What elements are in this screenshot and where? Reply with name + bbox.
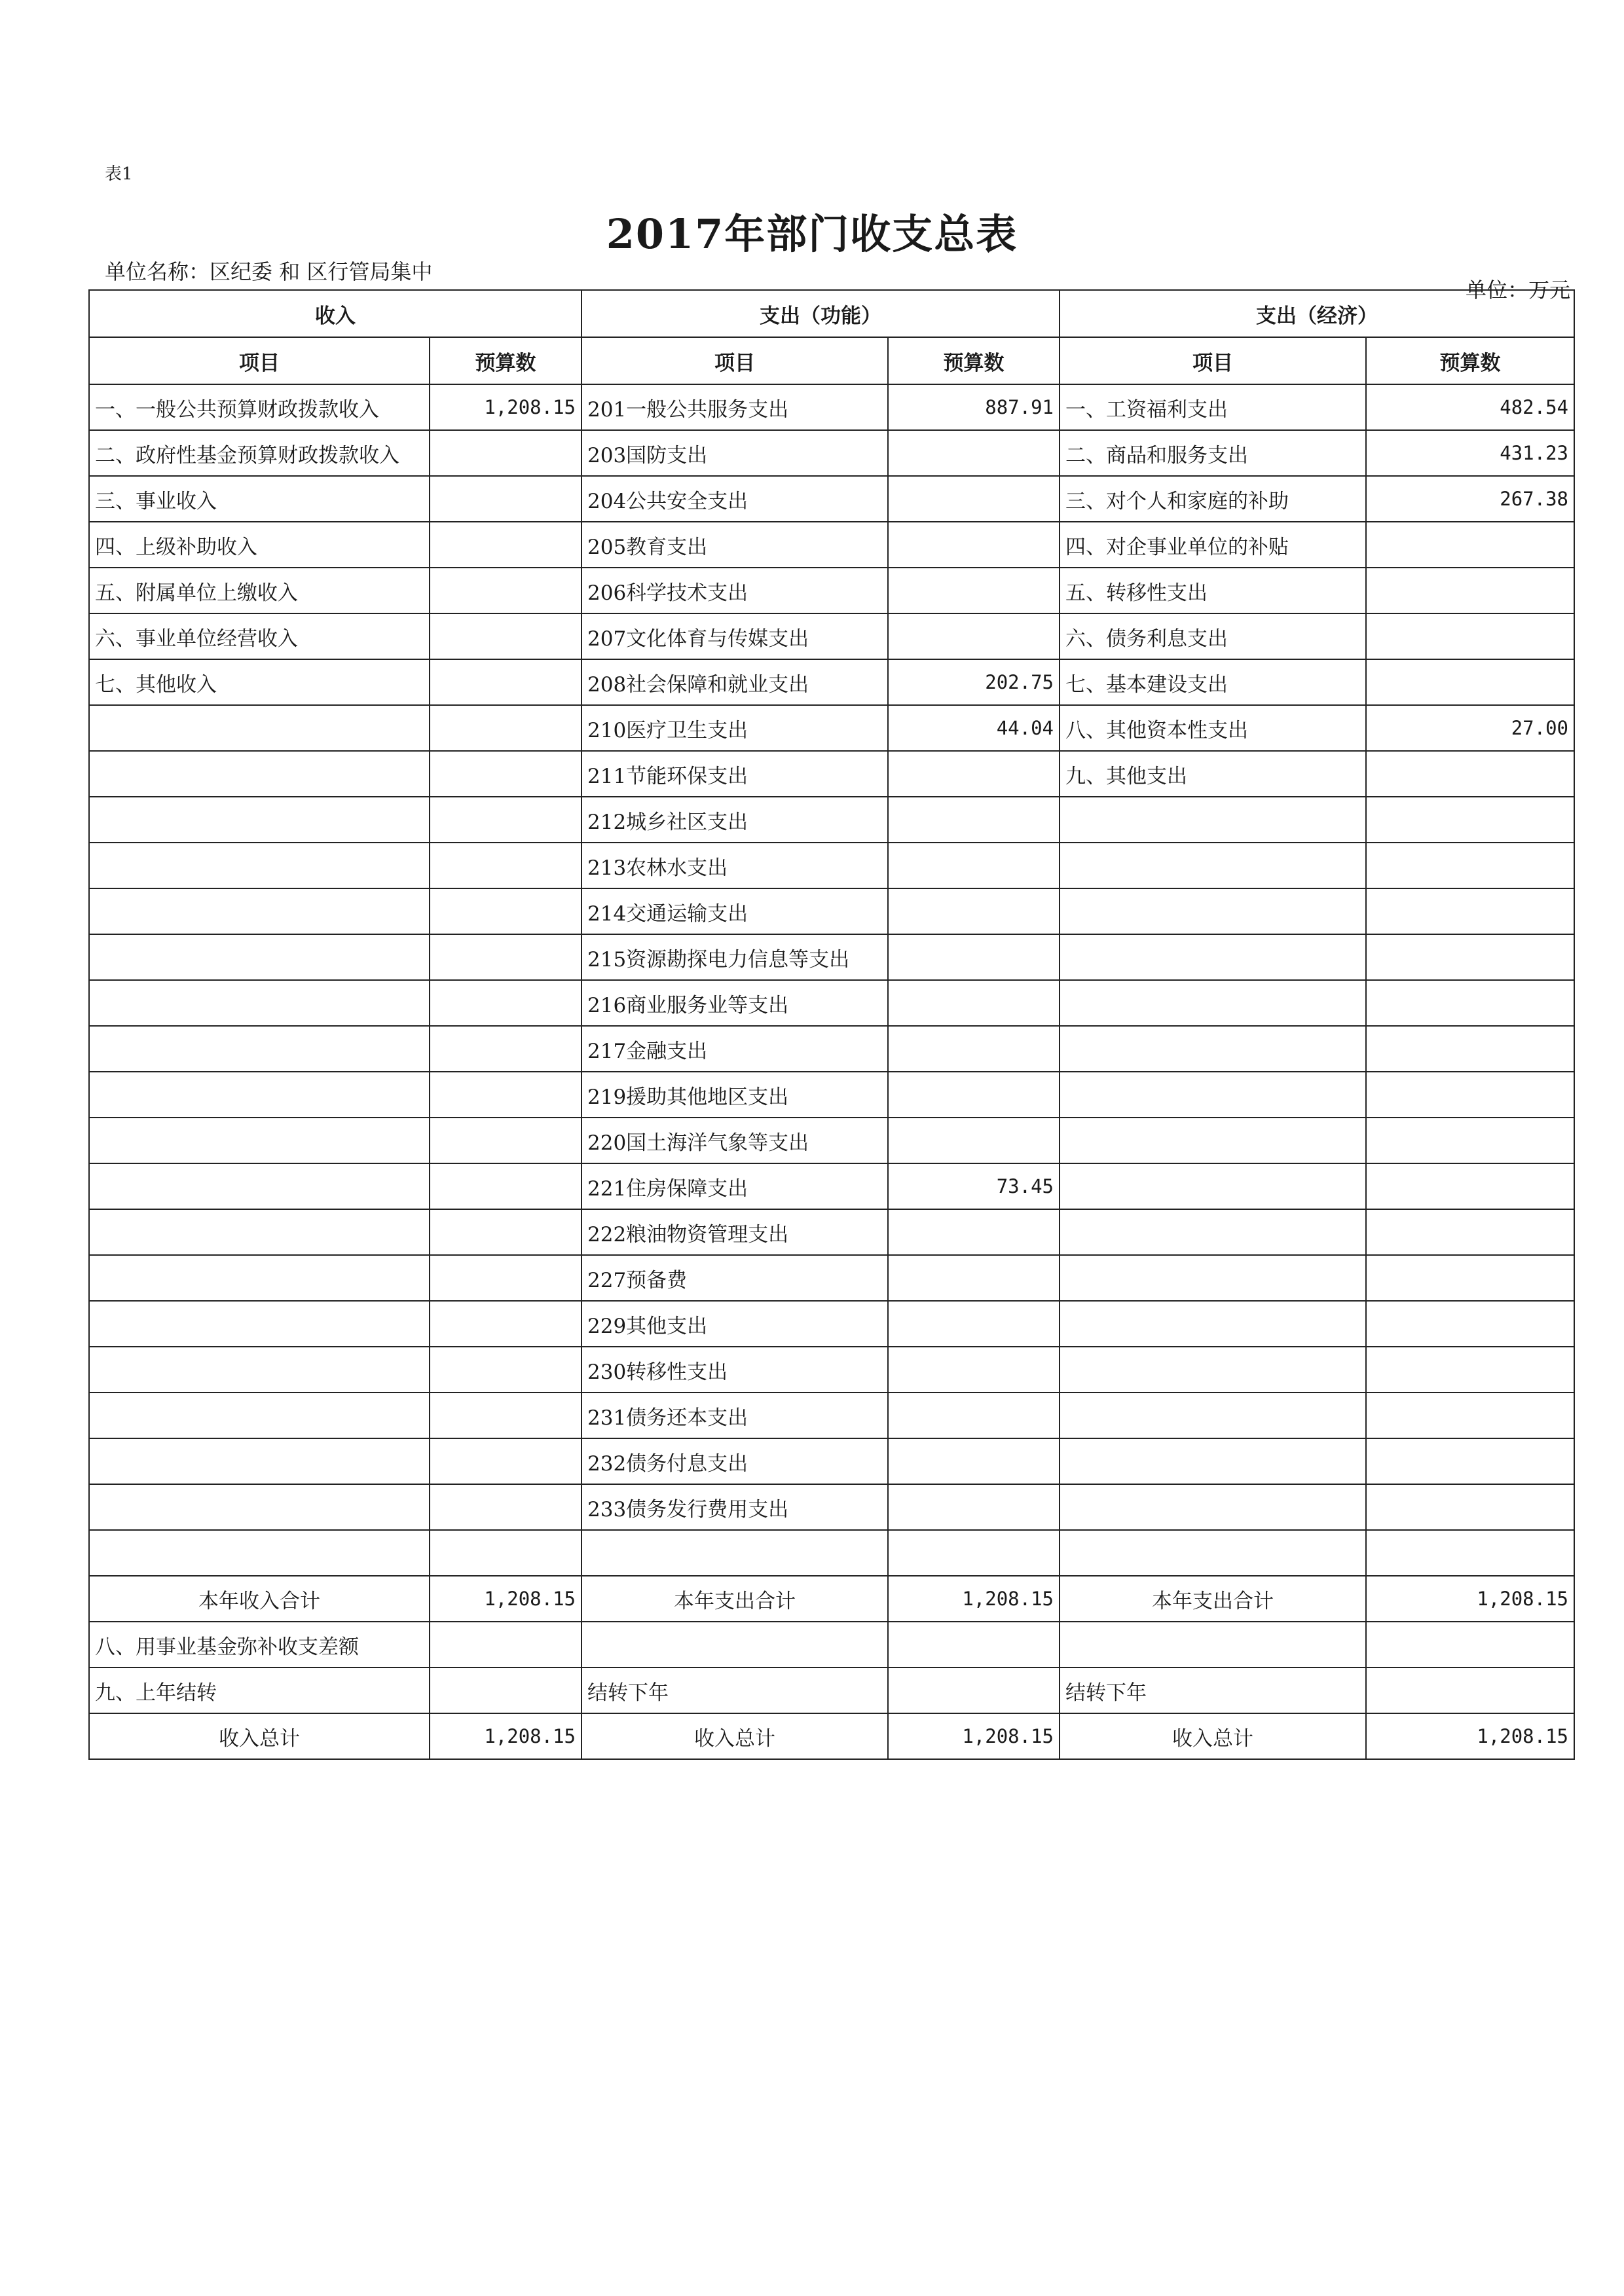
econ-budget [1366,1667,1574,1713]
func-item: 221住房保障支出 [581,1163,888,1209]
econ-item [1060,1163,1366,1209]
econ-budget [1366,1438,1574,1484]
econ-item: 二、商品和服务支出 [1060,430,1366,476]
econ-budget [1366,568,1574,613]
func-item: 206科学技术支出 [581,568,888,613]
func-budget [888,1530,1060,1576]
func-item: 211节能环保支出 [581,751,888,797]
income-budget [430,797,581,843]
income-budget [430,1072,581,1118]
page-title: 2017年部门收支总表 [606,210,1018,258]
econ-budget: 1,208.15 [1366,1713,1574,1759]
econ-budget [1366,1072,1574,1118]
func-budget [888,1393,1060,1438]
income-budget [430,980,581,1026]
income-budget [430,1667,581,1713]
econ-budget [1366,1622,1574,1667]
income-budget [430,1393,581,1438]
econ-item: 七、基本建设支出 [1060,659,1366,705]
income-item: 九、上年结转 [89,1667,430,1713]
income-budget [430,659,581,705]
income-budget: 1,208.15 [430,384,581,430]
func-budget: 73.45 [888,1163,1060,1209]
income-item [89,934,430,980]
econ-budget [1366,843,1574,888]
func-item: 210医疗卫生支出 [581,705,888,751]
func-budget [888,980,1060,1026]
income-item: 收入总计 [89,1713,430,1759]
income-budget [430,613,581,659]
income-item: 八、用事业基金弥补收支差额 [89,1622,430,1667]
table-row [89,1163,1574,1209]
income-budget [430,934,581,980]
income-budget [430,1026,581,1072]
table-row [89,888,1574,934]
func-budget [888,430,1060,476]
income-item [89,1118,430,1163]
func-budget [888,888,1060,934]
econ-budget [1366,1530,1574,1576]
income-item [89,888,430,934]
econ-budget [1366,613,1574,659]
econ-budget: 482.54 [1366,384,1574,430]
func-item: 208社会保障和就业支出 [581,659,888,705]
econ-budget [1366,522,1574,568]
func-budget: 202.75 [888,659,1060,705]
func-budget [888,843,1060,888]
table-row [89,1255,1574,1301]
econ-budget [1366,1347,1574,1393]
econ-item: 九、其他支出 [1060,751,1366,797]
func-item: 230转移性支出 [581,1347,888,1393]
func-item: 本年支出合计 [581,1576,888,1622]
econ-item: 本年支出合计 [1060,1576,1366,1622]
func-budget-header: 预算数 [888,337,1060,384]
func-item: 229其他支出 [581,1301,888,1347]
econ-item [1060,888,1366,934]
econ-item [1060,1393,1366,1438]
income-item: 一、一般公共预算财政拨款收入 [89,384,430,430]
income-item [89,1026,430,1072]
table-row [89,1347,1574,1393]
income-budget [430,751,581,797]
currency-unit: 单位：万元 [1465,278,1570,302]
table-row [89,568,1574,613]
table-row [89,797,1574,843]
econ-budget [1366,751,1574,797]
income-item: 六、事业单位经营收入 [89,613,430,659]
income-budget-header: 预算数 [430,337,581,384]
income-budget [430,522,581,568]
table-row [89,1209,1574,1255]
income-item: 四、上级补助收入 [89,522,430,568]
income-item [89,797,430,843]
func-item: 212城乡社区支出 [581,797,888,843]
func-item: 207文化体育与传媒支出 [581,613,888,659]
func-item: 204公共安全支出 [581,476,888,522]
econ-item [1060,1530,1366,1576]
func-budget [888,1622,1060,1667]
econ-budget [1366,1301,1574,1347]
econ-item [1060,1484,1366,1530]
func-item: 203国防支出 [581,430,888,476]
income-budget [430,1484,581,1530]
econ-expense-header: 支出（经济） [1060,290,1574,337]
econ-item [1060,1026,1366,1072]
func-budget [888,613,1060,659]
table-row [89,384,1574,430]
func-expense-header: 支出（功能） [581,290,1060,337]
func-item: 收入总计 [581,1713,888,1759]
func-budget [888,1026,1060,1072]
econ-budget [1366,1393,1574,1438]
func-item: 214交通运输支出 [581,888,888,934]
econ-budget [1366,1118,1574,1163]
econ-item [1060,1438,1366,1484]
table-row [89,1026,1574,1072]
econ-item [1060,797,1366,843]
income-item [89,751,430,797]
econ-budget [1366,1026,1574,1072]
econ-item [1060,1255,1366,1301]
econ-budget: 1,208.15 [1366,1576,1574,1622]
table-totals [89,1576,1574,1759]
income-budget [430,1118,581,1163]
income-item [89,1255,430,1301]
income-budget [430,888,581,934]
func-item: 233债务发行费用支出 [581,1484,888,1530]
income-item: 本年收入合计 [89,1576,430,1622]
income-item: 五、附属单位上缴收入 [89,568,430,613]
func-item: 216商业服务业等支出 [581,980,888,1026]
func-budget: 887.91 [888,384,1060,430]
func-item: 222粮油物资管理支出 [581,1209,888,1255]
table-tag: 表1 [105,164,133,184]
income-item [89,1484,430,1530]
income-budget [430,1163,581,1209]
income-budget [430,430,581,476]
income-budget [430,1255,581,1301]
econ-item-header: 项目 [1060,337,1366,384]
econ-item [1060,1209,1366,1255]
econ-budget-header: 预算数 [1366,337,1574,384]
table-row [89,934,1574,980]
econ-budget: 267.38 [1366,476,1574,522]
table-row [89,476,1574,522]
income-budget: 1,208.15 [430,1576,581,1622]
func-item [581,1622,888,1667]
func-budget [888,934,1060,980]
econ-item [1060,1072,1366,1118]
income-header: 收入 [89,290,581,337]
func-item: 220国土海洋气象等支出 [581,1118,888,1163]
econ-budget [1366,888,1574,934]
func-budget [888,1301,1060,1347]
table-row [89,522,1574,568]
func-budget: 44.04 [888,705,1060,751]
table-row [89,1393,1574,1438]
econ-budget [1366,1255,1574,1301]
income-item: 三、事业收入 [89,476,430,522]
econ-budget [1366,1209,1574,1255]
func-budget [888,1484,1060,1530]
econ-item: 五、转移性支出 [1060,568,1366,613]
income-item [89,1438,430,1484]
func-budget [888,751,1060,797]
func-budget [888,1667,1060,1713]
table-row [89,980,1574,1026]
econ-item: 一、工资福利支出 [1060,384,1366,430]
income-item [89,1347,430,1393]
func-budget [888,1438,1060,1484]
func-item: 215资源勘探电力信息等支出 [581,934,888,980]
econ-item [1060,843,1366,888]
econ-item [1060,934,1366,980]
func-budget [888,797,1060,843]
func-budget: 1,208.15 [888,1713,1060,1759]
income-budget [430,1530,581,1576]
func-item: 227预备费 [581,1255,888,1301]
income-item [89,1072,430,1118]
table-row [89,659,1574,705]
income-item [89,1393,430,1438]
econ-item [1060,1118,1366,1163]
econ-budget [1366,797,1574,843]
income-item [89,980,430,1026]
total-row [89,1622,1574,1667]
func-item: 231债务还本支出 [581,1393,888,1438]
table-row [89,1301,1574,1347]
table-row [89,751,1574,797]
func-budget [888,1255,1060,1301]
income-item [89,1209,430,1255]
econ-item: 八、其他资本性支出 [1060,705,1366,751]
func-budget [888,1209,1060,1255]
econ-item [1060,1347,1366,1393]
func-budget [888,1347,1060,1393]
table-row [89,1484,1574,1530]
func-budget [888,1072,1060,1118]
table-row [89,1118,1574,1163]
table-row [89,1438,1574,1484]
econ-item [1060,1301,1366,1347]
income-budget [430,1209,581,1255]
income-item: 七、其他收入 [89,659,430,705]
func-budget: 1,208.15 [888,1576,1060,1622]
econ-item [1060,980,1366,1026]
income-item: 二、政府性基金预算财政拨款收入 [89,430,430,476]
income-item [89,705,430,751]
econ-budget [1366,934,1574,980]
econ-budget: 431.23 [1366,430,1574,476]
unit-name: 单位名称：区纪委 和 区行管局集中 [105,259,433,284]
func-budget [888,476,1060,522]
table-row [89,843,1574,888]
func-budget [888,568,1060,613]
income-budget [430,843,581,888]
income-budget: 1,208.15 [430,1713,581,1759]
total-row [89,1713,1574,1759]
table-row [89,705,1574,751]
econ-budget [1366,659,1574,705]
total-row [89,1667,1574,1713]
func-item: 结转下年 [581,1667,888,1713]
econ-item: 四、对企事业单位的补贴 [1060,522,1366,568]
econ-item: 六、债务利息支出 [1060,613,1366,659]
income-budget [430,568,581,613]
income-budget [430,705,581,751]
func-item: 219援助其他地区支出 [581,1072,888,1118]
table-row [89,613,1574,659]
econ-item: 三、对个人和家庭的补助 [1060,476,1366,522]
income-item-header: 项目 [89,337,430,384]
table-body [89,384,1574,1576]
econ-budget [1366,980,1574,1026]
table-row [89,430,1574,476]
func-item: 213农林水支出 [581,843,888,888]
func-item [581,1530,888,1576]
income-item [89,1530,430,1576]
income-budget [430,476,581,522]
income-budget [430,1438,581,1484]
table-row [89,1072,1574,1118]
econ-budget: 27.00 [1366,705,1574,751]
func-budget [888,1118,1060,1163]
income-item [89,843,430,888]
econ-item: 结转下年 [1060,1667,1366,1713]
func-item: 205教育支出 [581,522,888,568]
budget-summary-table [88,289,1575,1760]
func-item: 217金融支出 [581,1026,888,1072]
income-budget [430,1347,581,1393]
econ-item [1060,1622,1366,1667]
income-item [89,1301,430,1347]
func-item: 232债务付息支出 [581,1438,888,1484]
total-row [89,1576,1574,1622]
econ-budget [1366,1484,1574,1530]
func-budget [888,522,1060,568]
func-item: 201一般公共服务支出 [581,384,888,430]
income-budget [430,1622,581,1667]
table-row [89,1530,1574,1576]
income-budget [430,1301,581,1347]
econ-item: 收入总计 [1060,1713,1366,1759]
func-item-header: 项目 [581,337,888,384]
econ-budget [1366,1163,1574,1209]
income-item [89,1163,430,1209]
